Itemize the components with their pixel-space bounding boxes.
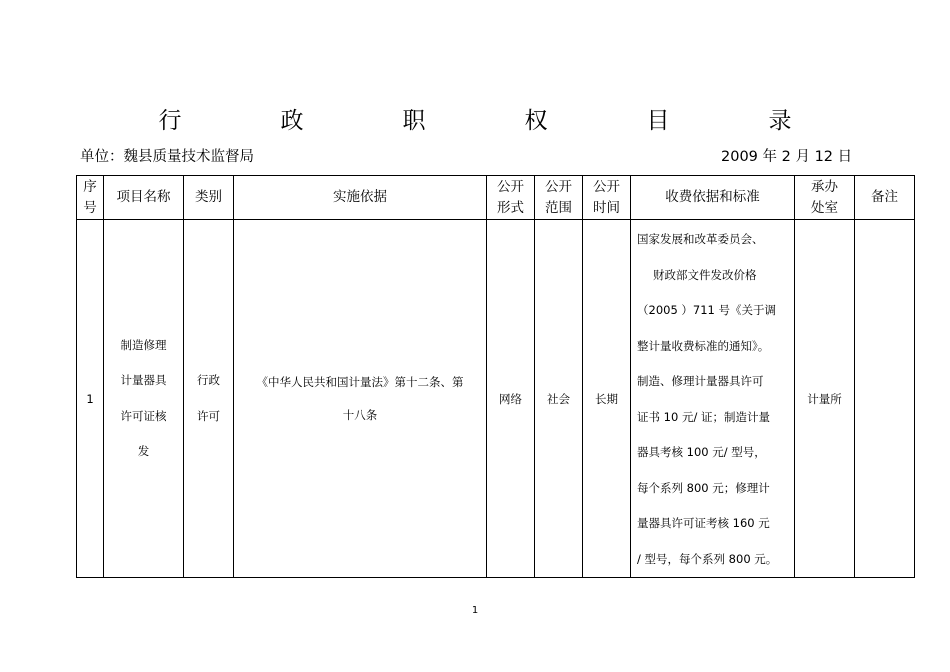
- cell-category-line1: 行政: [197, 373, 220, 387]
- header-note: 备注: [855, 176, 915, 220]
- cell-form: 网络: [487, 220, 535, 578]
- cell-dept: 计量所: [795, 220, 855, 578]
- cell-fee: [631, 220, 795, 578]
- cell-basis-line1: 《中华人民共和国计量法》第十二条、第: [256, 374, 464, 389]
- cell-name-line4: 发: [137, 444, 150, 458]
- cell-basis-line2: 十八条: [342, 407, 378, 422]
- cell-seq: 1: [77, 220, 104, 578]
- fee-line: 每个系列 800 元；修理计: [637, 480, 770, 495]
- cell-category-line2: 许可: [197, 408, 220, 423]
- header-form-line1: 公开: [497, 178, 524, 195]
- header-seq-line1: 序: [83, 178, 97, 195]
- cell-name-line1: 制造修理: [120, 337, 167, 352]
- cell-note: [855, 220, 915, 578]
- header-dept-line2: 处室: [811, 199, 838, 216]
- fee-line: 整计量收费标准的通知》。: [637, 338, 770, 353]
- header-time-line1: 公开: [593, 178, 620, 195]
- cell-time: 长期: [583, 220, 631, 578]
- cell-category: [184, 220, 234, 578]
- document-title: 行 政 职 权 目 录: [158, 108, 830, 134]
- authority-table: [76, 175, 915, 578]
- fee-line: 证书 10 元/ 证；制造计量: [637, 409, 770, 424]
- header-seq-line2: 号: [83, 199, 97, 216]
- header-dept: [795, 176, 855, 220]
- header-dept-line1: 承办: [811, 178, 838, 195]
- header-scope-line2: 范围: [545, 199, 572, 216]
- header-seq: [77, 176, 104, 220]
- fee-line: 制造、修理计量器具许可: [637, 374, 764, 388]
- fee-line: 财政部文件发改价格: [653, 267, 757, 282]
- cell-scope: 社会: [535, 220, 583, 578]
- header-time: [583, 176, 631, 220]
- fee-line: （2005 ）711 号《关于调: [637, 303, 777, 317]
- header-name: 项目名称: [104, 176, 184, 220]
- cell-name-line2: 计量器具: [120, 373, 167, 387]
- table-row: [77, 220, 915, 578]
- header-basis: 实施依据: [234, 176, 487, 220]
- header-fee: 收费依据和标准: [631, 176, 795, 220]
- cell-name: [104, 220, 184, 578]
- cell-basis: [234, 220, 487, 578]
- fee-line: 国家发展和改革委员会、: [637, 232, 764, 246]
- fee-line: 器具考核 100 元/ 型号，: [637, 445, 766, 459]
- header-form: [487, 176, 535, 220]
- header-scope: [535, 176, 583, 220]
- table-header-row: [77, 176, 915, 220]
- page-number: 1: [471, 605, 479, 616]
- document-date: 2009 年 2 月 12 日: [721, 149, 853, 165]
- header-scope-line1: 公开: [545, 178, 572, 195]
- header-time-line2: 时间: [593, 199, 620, 216]
- header-form-line2: 形式: [497, 199, 524, 216]
- cell-name-line3: 许可证核: [120, 408, 167, 423]
- unit-label: 单位：魏县质量技术监督局: [80, 149, 254, 165]
- fee-line: 量器具许可证考核 160 元: [637, 516, 770, 530]
- header-category: 类别: [184, 176, 234, 220]
- fee-line: / 型号，每个系列 800 元。: [637, 551, 778, 566]
